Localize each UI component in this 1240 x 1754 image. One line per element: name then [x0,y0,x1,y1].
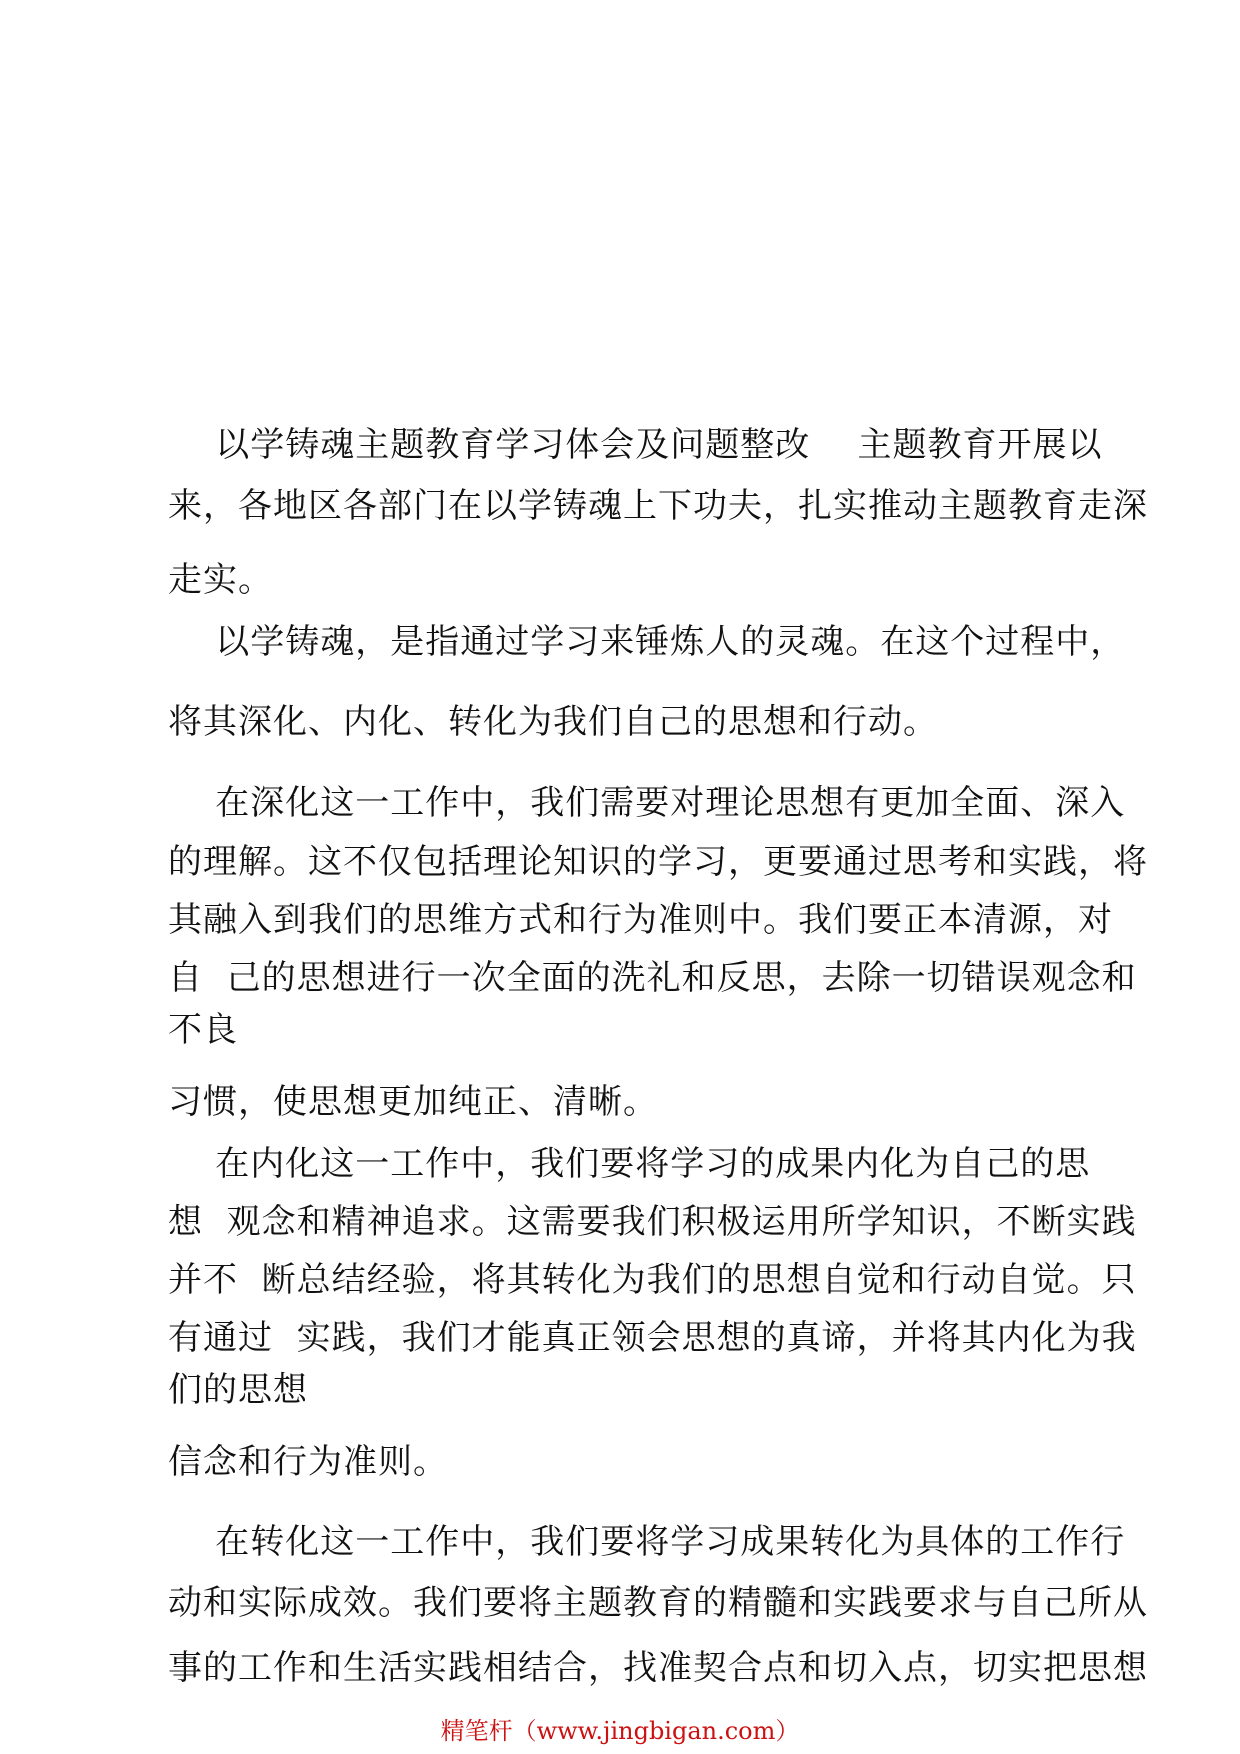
text-line: 并不 断总结经验，将其转化为我们的思想自觉和行动自觉。只 [168,1260,1137,1300]
text-line: 信念和行为准则。 [168,1442,448,1482]
text-line: 不良 [168,1010,238,1050]
text-line: 其融入到我们的思维方式和行为准则中。我们要正本清源，对 [168,900,1113,940]
text-line: 来，各地区各部门在以学铸魂上下功夫，扎实推动主题教育走深 [168,486,1148,526]
text-line: 在内化这一工作中，我们要将学习的成果内化为自己的思 [168,1144,1091,1184]
text-line: 习惯，使思想更加纯正、清晰。 [168,1082,658,1122]
footer-watermark: 精笔杆（www.jingbigan.com） [440,1717,800,1745]
text-line: 有通过 实践，我们才能真正领会思想的真谛，并将其内化为我 [168,1318,1137,1358]
text-line: 走实。 [168,560,273,600]
text-line: 在深化这一工作中，我们需要对理论思想有更加全面、深入 [168,783,1126,823]
text-line: 将其深化、内化、转化为我们自己的思想和行动。 [168,702,938,742]
text-line: 在转化这一工作中，我们要将学习成果转化为具体的工作行 [168,1522,1126,1562]
text-line: 以学铸魂主题教育学习体会及问题整改 主题教育开展以 [168,425,1103,465]
text-line: 们的思想 [168,1370,308,1410]
text-line: 的理解。这不仅包括理论知识的学习，更要通过思考和实践，将 [168,842,1148,882]
text-line: 自 己的思想进行一次全面的洗礼和反思，去除一切错误观念和 [168,958,1137,998]
text-line: 事的工作和生活实践相结合，找准契合点和切入点，切实把思想 [168,1648,1148,1688]
text-line: 以学铸魂，是指通过学习来锤炼人的灵魂。在这个过程中， [168,622,1126,662]
text-line: 动和实际成效。我们要将主题教育的精髓和实践要求与自己所从 [168,1583,1148,1623]
text-line: 想 观念和精神追求。这需要我们积极运用所学知识，不断实践 [168,1202,1137,1242]
